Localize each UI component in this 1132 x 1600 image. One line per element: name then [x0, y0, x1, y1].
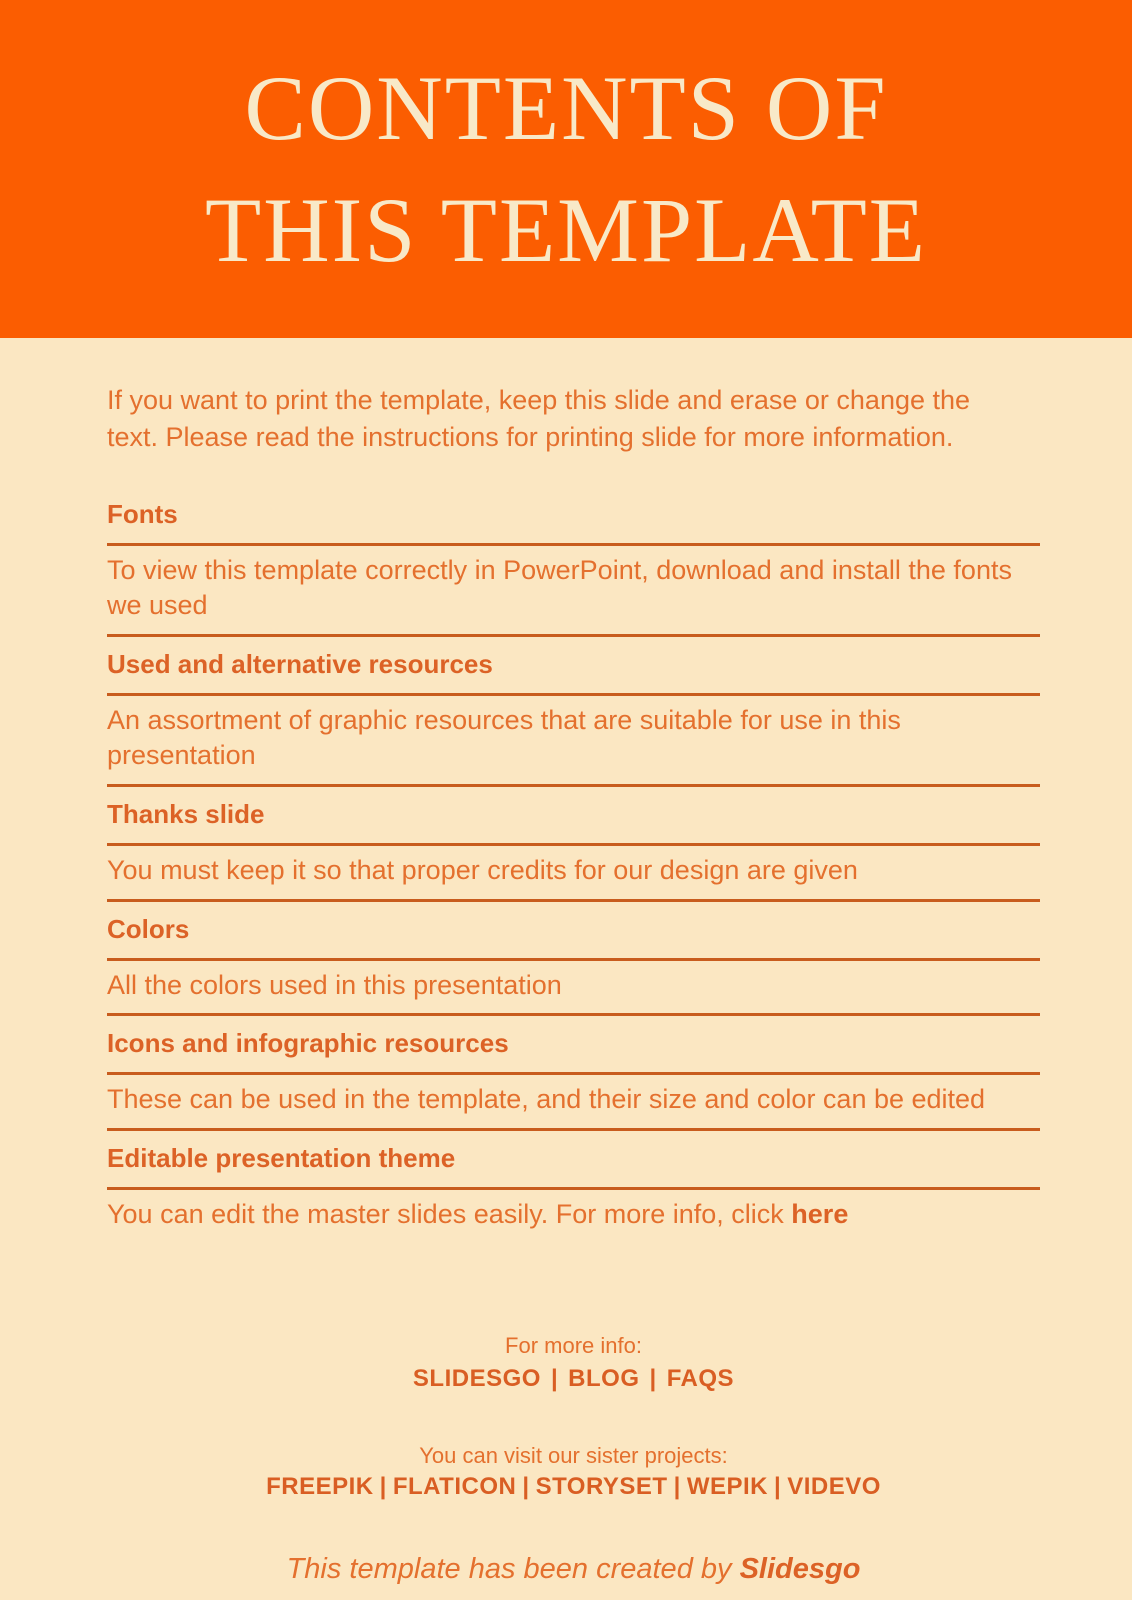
- section-icons-and-infographic-resources: [107, 1016, 1040, 1131]
- section-title: Used and alternative resources: [107, 648, 493, 679]
- storyset-link[interactable]: STORYSET: [535, 1472, 668, 1500]
- section-title: Fonts: [107, 498, 178, 529]
- section-description: All the colors used in this presentation: [107, 969, 562, 1000]
- blog-link[interactable]: BLOG: [568, 1364, 640, 1392]
- videvo-link[interactable]: VIDEVO: [787, 1472, 881, 1500]
- freepik-link[interactable]: FREEPIK: [266, 1472, 374, 1500]
- section-thanks-slide: [107, 787, 1040, 902]
- section-title: Colors: [107, 913, 190, 944]
- credit-line: [107, 1553, 1040, 1586]
- slide-header: [0, 0, 1132, 338]
- slide-body: [107, 382, 1040, 1586]
- faqs-link[interactable]: FAQS: [666, 1364, 735, 1392]
- flaticon-link[interactable]: FLATICON: [392, 1472, 517, 1500]
- pipe-separator: |: [673, 1472, 681, 1500]
- more-info-links: [107, 1365, 1040, 1393]
- section-description: You must keep it so that proper credits for our design are given: [107, 855, 858, 885]
- section-title: Thanks slide: [107, 799, 265, 829]
- section-description: These can be used in the template, and their size and color can be edited: [107, 1084, 986, 1115]
- sister-projects-label: You can visit our sister projects:: [419, 1442, 728, 1468]
- pipe-separator: |: [649, 1364, 657, 1392]
- slidesgo-brand: Slidesgo: [739, 1552, 861, 1585]
- pipe-separator: |: [522, 1472, 530, 1500]
- slide-footer: [107, 1333, 1040, 1586]
- section-title: Editable presentation theme: [107, 1142, 456, 1173]
- section-description: An assortment of graphic resources that are suitable for use in this presentation: [107, 704, 901, 771]
- here-link[interactable]: here: [791, 1198, 849, 1229]
- section-fonts: [107, 487, 1040, 637]
- section-description: [107, 1190, 1012, 1243]
- wepik-link[interactable]: WEPIK: [686, 1472, 768, 1500]
- slidesgo-link[interactable]: SLIDESGO: [412, 1364, 541, 1392]
- page-title-line-1: CONTENTS OF: [244, 56, 888, 159]
- sister-projects-block: [107, 1443, 1040, 1501]
- pipe-separator: |: [773, 1472, 782, 1500]
- pipe-separator: |: [550, 1364, 559, 1392]
- more-info-label: For more info:: [505, 1332, 642, 1358]
- pipe-separator: |: [379, 1472, 387, 1500]
- section-title: Icons and infographic resources: [107, 1028, 509, 1059]
- section-colors: [107, 902, 1040, 1017]
- sister-projects-links: [107, 1473, 1040, 1501]
- intro-paragraph: If you want to print the template, keep this slide and erase or change the text. Please read the instructions for printing slide for more information.: [107, 385, 971, 453]
- section-description-text: You can edit the master slides easily. For more info, click: [107, 1198, 792, 1229]
- section-used-and-alternative-resources: [107, 637, 1040, 787]
- section-editable-presentation-theme: [107, 1131, 1040, 1243]
- section-description: To view this template correctly in PowerPoint, download and install the fonts we used: [107, 554, 1012, 621]
- credit-text: This template has been created by: [286, 1552, 740, 1585]
- page-title-line-2: THIS TEMPLATE: [205, 179, 927, 281]
